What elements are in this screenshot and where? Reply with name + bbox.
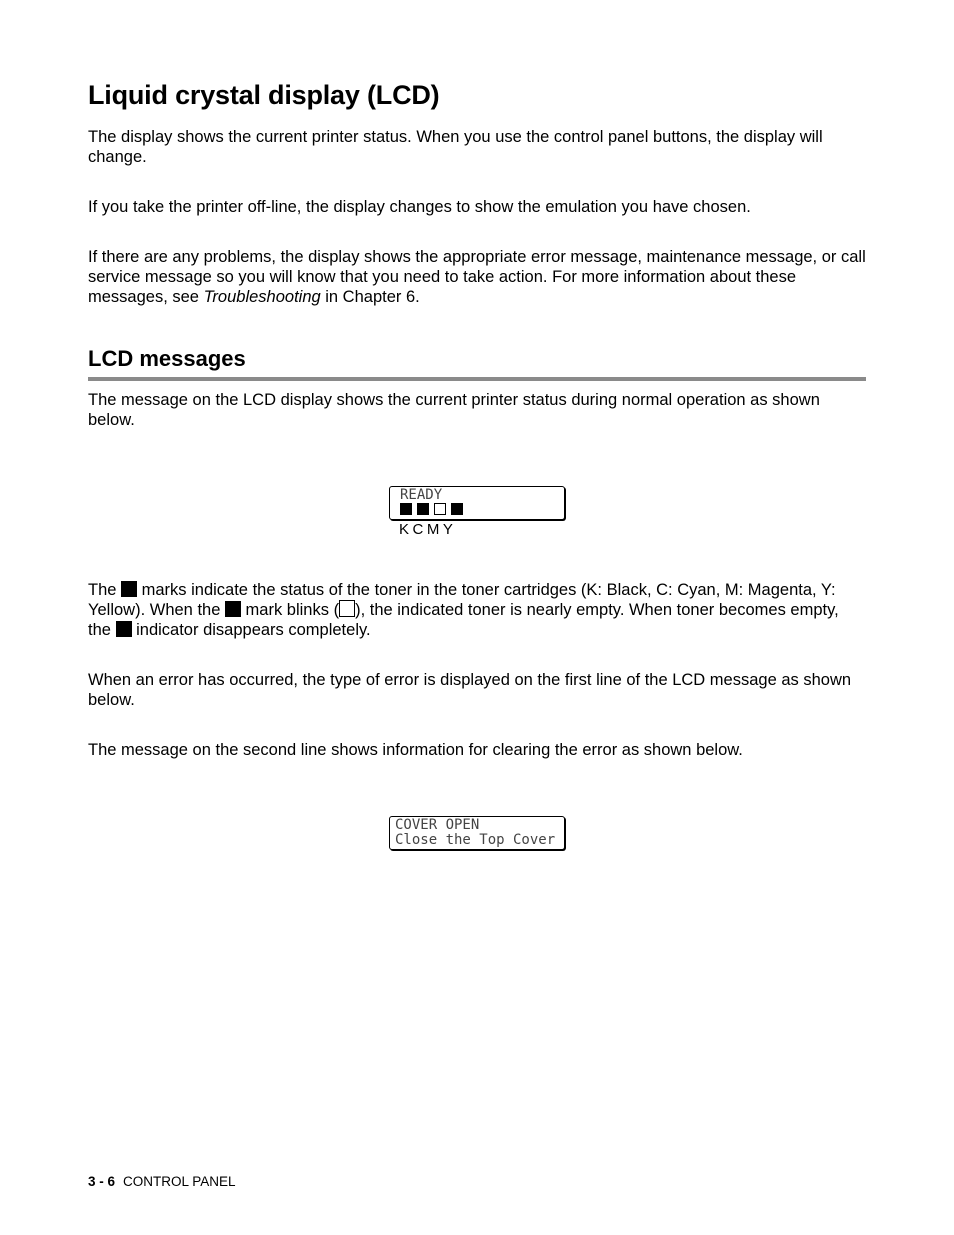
troubleshooting-reference: Troubleshooting <box>203 288 321 306</box>
lcd-error-display <box>389 816 565 850</box>
intro-paragraph-3-text-a: If there are any problems, the display shows the appropriate error message, maintenance message, or call service message so you will know that you need to take action. For more information about these messages, see <box>88 248 866 306</box>
toner-mark-y-icon <box>451 503 463 515</box>
marks-text-a: The <box>88 581 122 599</box>
lcd-error-line2: Close the Top Cover <box>395 832 556 848</box>
toner-labels: KCMY <box>399 521 457 538</box>
marks-text-b: marks indicate the status of the toner in the toner cartridges (K: Black, C: Cyan, M: Magenta, Y: Yellow). When the <box>88 581 836 619</box>
lcd-error-line1: COVER OPEN <box>395 817 480 833</box>
section-divider <box>88 377 866 381</box>
toner-mark-c-icon <box>417 503 429 515</box>
page-number: 3 - 6 <box>88 1174 116 1189</box>
toner-mark-m-icon <box>434 503 446 515</box>
intro-paragraph-3 <box>88 247 866 307</box>
marks-paragraph <box>88 580 866 640</box>
marks-text-d: ), the indicated toner is nearly empty. When toner becomes empty, the <box>88 601 839 639</box>
lcd-ready-line1: READY <box>400 487 443 503</box>
intro-paragraph-3-text-b: in Chapter 6. <box>320 288 420 306</box>
filled-mark-icon <box>116 621 132 637</box>
marks-text-c: mark blinks ( <box>240 601 340 619</box>
blinking-mark-icon <box>339 600 355 617</box>
footer-section: CONTROL PANEL <box>123 1174 236 1189</box>
filled-mark-icon <box>121 581 137 597</box>
toner-marks <box>400 503 468 519</box>
marks-text-e: indicator disappears completely. <box>131 621 371 639</box>
error-paragraph-1: When an error has occurred, the type of error is displayed on the first line of the LCD message as shown below. <box>88 671 852 709</box>
error-paragraph-2: The message on the second line shows information for clearing the error as shown below. <box>88 741 743 759</box>
intro-paragraph-1: The display shows the current printer status. When you use the control panel buttons, the display will change. <box>88 128 823 166</box>
section-title: LCD messages <box>88 346 246 371</box>
filled-mark-icon <box>225 601 241 617</box>
page-footer <box>88 1174 236 1189</box>
page-title: Liquid crystal display (LCD) <box>88 80 440 110</box>
lcd-ready-display <box>389 486 565 520</box>
toner-mark-k-icon <box>400 503 412 515</box>
intro-paragraph-2: If you take the printer off-line, the display changes to show the emulation you have chosen. <box>88 198 751 216</box>
section-paragraph-1: The message on the LCD display shows the current printer status during normal operation as shown below. <box>88 391 820 429</box>
